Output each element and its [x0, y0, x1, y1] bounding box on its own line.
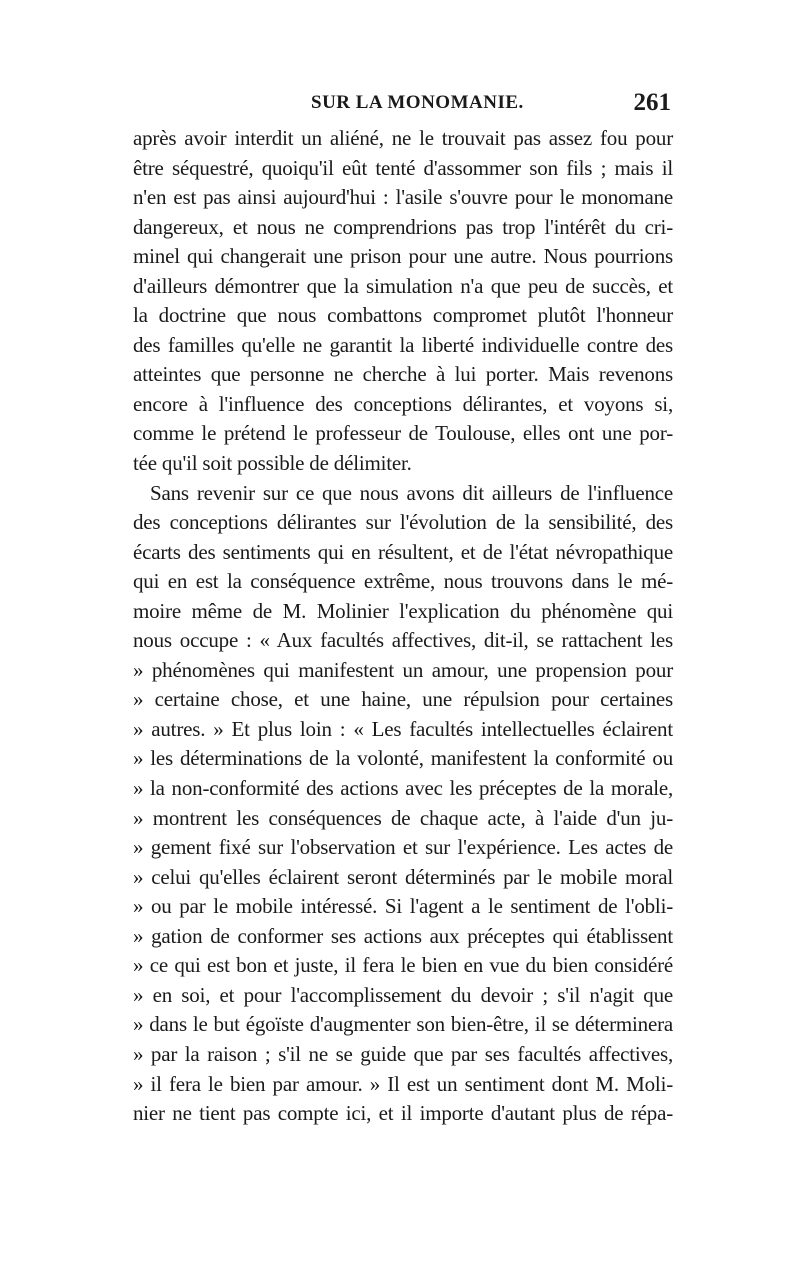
text-line: d'ailleurs démontrer que la simulation n'a que peu de succès, et: [133, 273, 673, 298]
text-line: des familles qu'elle ne garantit la liberté individuelle contre des: [133, 332, 673, 357]
text-line: » autres. » Et plus loin : « Les facultés intellectuelles éclairent: [133, 716, 673, 741]
text-line: » il fera le bien par amour. » Il est un sentiment dont M. Moli-: [133, 1071, 673, 1096]
text-line: être séquestré, quoiqu'il eût tenté d'assommer son fils ; mais il: [133, 155, 673, 180]
text-line: qui en est la conséquence extrême, nous trouvons dans le mé-: [133, 569, 673, 594]
body-text: [133, 124, 673, 1129]
text-line: comme le prétend le professeur de Toulouse, elles ont une por-: [133, 421, 673, 446]
text-line: atteintes que personne ne cherche à lui porter. Mais revenons: [133, 362, 673, 387]
text-line: Sans revenir sur ce que nous avons dit ailleurs de l'influence: [150, 480, 673, 505]
text-line: » ou par le mobile intéressé. Si l'agent a le sentiment de l'obli-: [133, 894, 673, 919]
text-line: dangereux, et nous ne comprendrions pas trop l'intérêt du cri-: [133, 214, 673, 239]
text-line: nier ne tient pas compte ici, et il importe d'autant plus de répa-: [133, 1101, 673, 1126]
text-line: » gation de conformer ses actions aux préceptes qui établissent: [133, 923, 673, 948]
text-line: » ce qui est bon et juste, il fera le bien en vue du bien considéré: [133, 953, 673, 978]
text-line: » celui qu'elles éclairent seront déterminés par le mobile moral: [133, 864, 673, 889]
page-number: 261: [633, 89, 671, 116]
text-line: » par la raison ; s'il ne se guide que par ses facultés affectives,: [133, 1041, 673, 1066]
text-line: n'en est pas ainsi aujourd'hui : l'asile s'ouvre pour le monomane: [133, 185, 673, 210]
text-line: après avoir interdit un aliéné, ne le trouvait pas assez fou pour: [133, 126, 673, 150]
text-line: minel qui changerait une prison pour une autre. Nous pourrions: [133, 244, 673, 269]
text-line: encore à l'influence des conceptions délirantes, et voyons si,: [133, 391, 673, 416]
text-line: nous occupe : « Aux facultés affectives, dit-il, se rattachent les: [133, 628, 673, 653]
text-line: la doctrine que nous combattons compromet plutôt l'honneur: [133, 303, 673, 328]
text-line: des conceptions délirantes sur l'évolution de la sensibilité, des: [133, 510, 673, 535]
text-line: » montrent les conséquences de chaque acte, à l'aide d'un ju-: [133, 805, 673, 830]
text-line: » phénomènes qui manifestent un amour, une propension pour: [133, 657, 673, 682]
text-line: » la non-conformité des actions avec les préceptes de la morale,: [133, 776, 673, 801]
running-title: SUR LA MONOMANIE.: [311, 92, 524, 113]
text-line: écarts des sentiments qui en résultent, et de l'état névropathique: [133, 539, 673, 564]
running-head: [133, 89, 671, 122]
text-line: » les déterminations de la volonté, manifestent la conformité ou: [133, 746, 673, 771]
text-line: » dans le but égoïste d'augmenter son bien-être, il se déterminera: [133, 1012, 673, 1037]
text-line: » certaine chose, et une haine, une répulsion pour certaines: [133, 687, 673, 712]
text-line: » en soi, et pour l'accomplissement du devoir ; s'il n'agit que: [133, 982, 673, 1007]
text-line: moire même de M. Molinier l'explication du phénomène qui: [133, 598, 673, 623]
text-line: tée qu'il soit possible de délimiter.: [133, 451, 412, 476]
text-line: » gement fixé sur l'observation et sur l'expérience. Les actes de: [133, 835, 673, 860]
